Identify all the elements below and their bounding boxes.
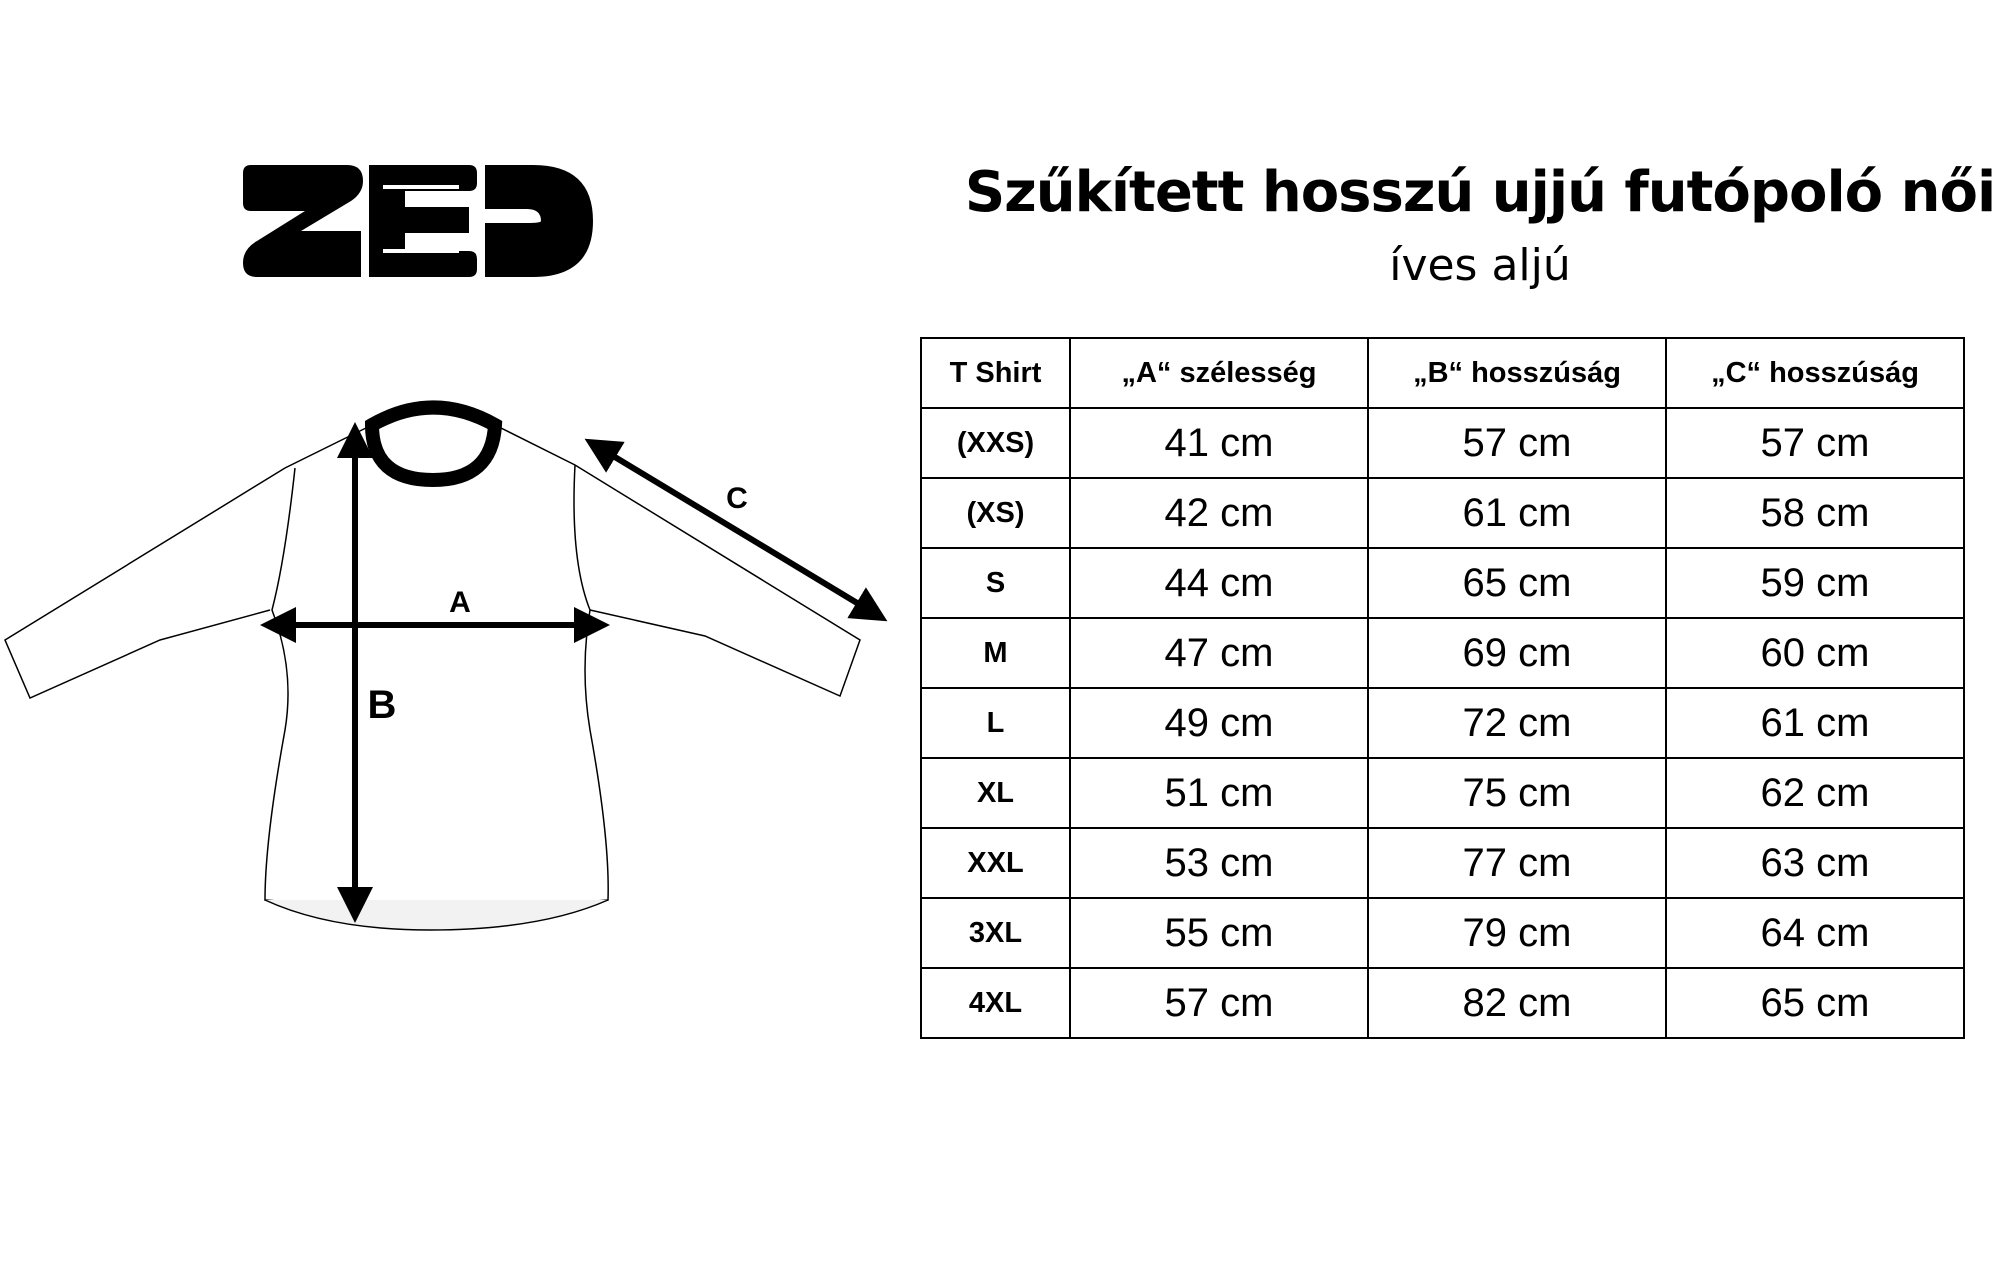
- width-a-cell: 44 cm: [1070, 548, 1368, 618]
- length-c-cell: 64 cm: [1666, 898, 1964, 968]
- arrow-c: [600, 448, 872, 612]
- length-b-cell: 82 cm: [1368, 968, 1666, 1038]
- column-header: „B“ hosszúság: [1368, 338, 1666, 408]
- table-header-row: [921, 338, 1964, 408]
- width-a-cell: 47 cm: [1070, 618, 1368, 688]
- width-a-cell: 51 cm: [1070, 758, 1368, 828]
- size-cell: XXL: [921, 828, 1070, 898]
- length-b-cell: 79 cm: [1368, 898, 1666, 968]
- table-row: [921, 548, 1964, 618]
- table-row: [921, 408, 1964, 478]
- left-sleeve: [5, 425, 372, 698]
- length-c-cell: 65 cm: [1666, 968, 1964, 1038]
- label-c: C: [726, 482, 748, 515]
- width-a-cell: 41 cm: [1070, 408, 1368, 478]
- size-cell: 3XL: [921, 898, 1070, 968]
- width-a-cell: 49 cm: [1070, 688, 1368, 758]
- table-row: [921, 618, 1964, 688]
- width-a-cell: 53 cm: [1070, 828, 1368, 898]
- length-b-cell: 61 cm: [1368, 478, 1666, 548]
- size-cell: 4XL: [921, 968, 1070, 1038]
- size-cell: (XS): [921, 478, 1070, 548]
- width-a-cell: 55 cm: [1070, 898, 1368, 968]
- length-b-cell: 72 cm: [1368, 688, 1666, 758]
- table-row: [921, 898, 1964, 968]
- page-subtitle: íves aljú: [1389, 240, 1571, 291]
- column-header: „A“ szélesség: [1070, 338, 1368, 408]
- length-b-cell: 57 cm: [1368, 408, 1666, 478]
- table-row: [921, 758, 1964, 828]
- curved-hem: [265, 900, 608, 930]
- right-sleeve: [495, 425, 860, 696]
- size-cell: (XXS): [921, 408, 1070, 478]
- table-row: [921, 688, 1964, 758]
- table-row: [921, 478, 1964, 548]
- label-b: B: [367, 683, 397, 727]
- length-b-cell: 69 cm: [1368, 618, 1666, 688]
- length-c-cell: 57 cm: [1666, 408, 1964, 478]
- length-b-cell: 77 cm: [1368, 828, 1666, 898]
- page-title: Szűkített hosszú ujjú futópoló női: [964, 160, 1996, 225]
- width-a-cell: 57 cm: [1070, 968, 1368, 1038]
- length-c-cell: 59 cm: [1666, 548, 1964, 618]
- size-cell: XL: [921, 758, 1070, 828]
- table-row: [921, 968, 1964, 1038]
- length-c-cell: 60 cm: [1666, 618, 1964, 688]
- length-c-cell: 62 cm: [1666, 758, 1964, 828]
- length-c-cell: 63 cm: [1666, 828, 1964, 898]
- size-table: [920, 337, 1965, 1039]
- table-row: [921, 828, 1964, 898]
- size-cell: S: [921, 548, 1070, 618]
- column-header: T Shirt: [921, 338, 1070, 408]
- neck-band: [372, 408, 495, 481]
- length-c-cell: 58 cm: [1666, 478, 1964, 548]
- size-cell: M: [921, 618, 1070, 688]
- size-cell: L: [921, 688, 1070, 758]
- length-c-cell: 61 cm: [1666, 688, 1964, 758]
- length-b-cell: 75 cm: [1368, 758, 1666, 828]
- shirt-body: [265, 465, 608, 908]
- shirt-diagram: [0, 400, 890, 960]
- column-header: „C“ hosszúság: [1666, 338, 1964, 408]
- zed-logo: [243, 165, 593, 277]
- label-a: A: [449, 586, 471, 619]
- length-b-cell: 65 cm: [1368, 548, 1666, 618]
- width-a-cell: 42 cm: [1070, 478, 1368, 548]
